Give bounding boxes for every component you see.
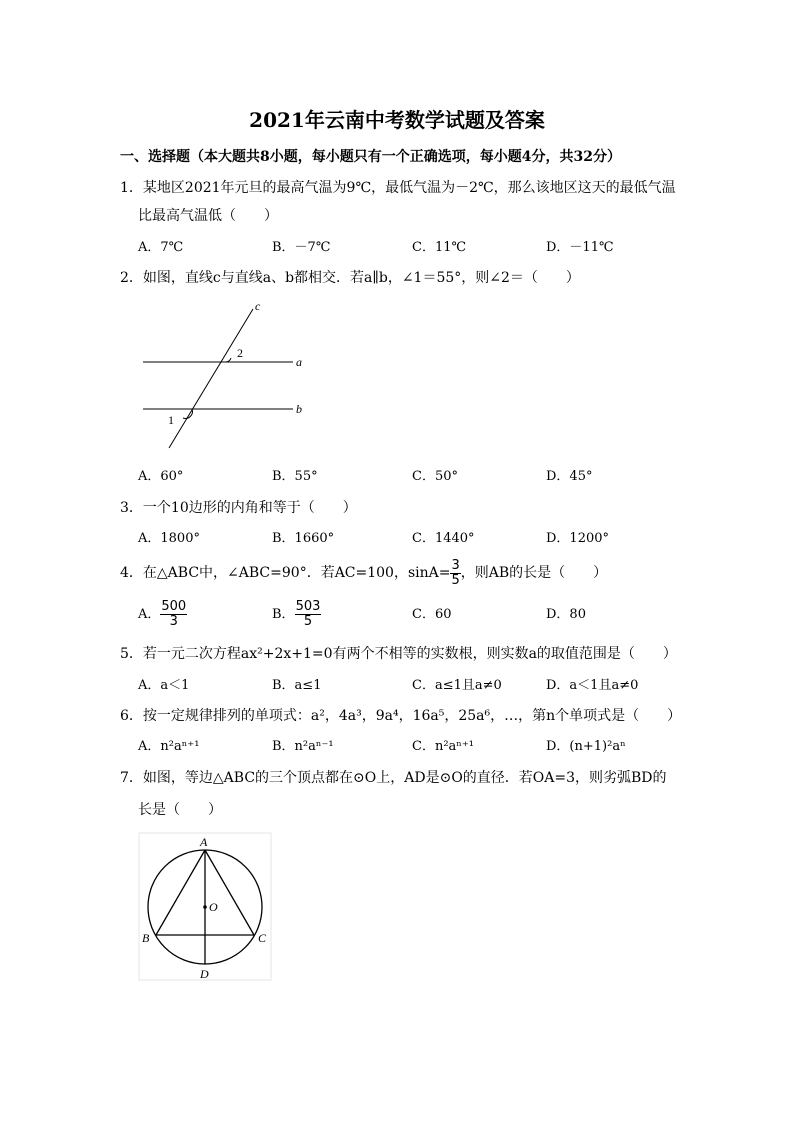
question-5-option-c: C．a≤1且a≠0 <box>412 678 502 693</box>
question-1-option-c: C．11℃ <box>412 240 467 255</box>
label-B: B <box>142 931 150 945</box>
label-D: D <box>200 967 209 981</box>
label-A: A <box>200 835 208 849</box>
sin-fraction <box>450 559 460 587</box>
line-c <box>169 309 253 448</box>
question-2-option-b: B．55° <box>272 469 318 484</box>
question-4-option-b <box>272 598 321 632</box>
option-b-numerator: 503 <box>295 599 321 615</box>
question-1-option-a: A．7℃ <box>138 240 184 255</box>
label-b: b <box>296 402 302 416</box>
section-heading: 一、选择题（本大题共8小题，每小题只有一个正确选项，每小题4分，共32分） <box>120 149 621 165</box>
angle-2-arc <box>226 358 231 362</box>
label-O: O <box>209 900 218 914</box>
question-4-option-a <box>138 598 187 632</box>
question-4-text-end: ，则AB的长是（ ） <box>460 565 608 581</box>
question-3-option-a: A．1800° <box>138 531 200 546</box>
question-5-option-b: B．a≤1 <box>272 678 322 693</box>
question-6-option-d: D．(n+1)²aⁿ <box>546 739 626 754</box>
option-b-denominator: 5 <box>303 614 313 629</box>
question-2-line-1: 2．如图，直线c与直线a、b都相交．若a∥b，∠1＝55°，则∠2＝（ ） <box>120 270 580 286</box>
question-7-figure <box>138 832 272 982</box>
question-6-line-1: 6．按一定规律排列的单项式：a²，4a³，9a⁴，16a⁵，25a⁶，…，第n个单项式是（ ） <box>120 708 682 724</box>
question-6-option-c: C．n²aⁿ⁺¹ <box>412 739 474 754</box>
option-a-numerator: 500 <box>161 599 187 615</box>
question-1-option-d: D．－11℃ <box>546 240 614 255</box>
label-angle-2: 2 <box>237 346 243 360</box>
question-4-text-start: 4．在△ABC中，∠ABC=90°．若AC=100，sinA= <box>120 565 451 581</box>
sin-fraction-numerator: 3 <box>451 557 460 573</box>
question-5-option-a: A．a＜1 <box>138 678 190 693</box>
question-6-option-b: B．n²aⁿ⁻¹ <box>272 739 334 754</box>
question-3-option-b: B．1660° <box>272 531 335 546</box>
question-2-option-d: D．45° <box>546 469 593 484</box>
question-2-figure <box>138 296 318 458</box>
question-2-option-a: A．60° <box>138 469 184 484</box>
center-point <box>203 905 207 909</box>
sin-fraction-denominator: 5 <box>451 572 460 588</box>
option-a-fraction <box>160 600 187 628</box>
side-ab <box>156 850 205 935</box>
option-a-denominator: 3 <box>169 614 178 629</box>
label-C: C <box>258 931 267 945</box>
question-7-line-1: 7．如图，等边△ABC的三个顶点都在⊙O上，AD是⊙O的直径．若OA=3，则劣弧BD的 <box>120 770 667 786</box>
question-4-option-a-label: A． <box>138 607 161 622</box>
label-c: c <box>255 299 261 313</box>
question-1-line-2: 比最高气温低（ ） <box>138 208 278 224</box>
question-1-line-1: 1．某地区2021年元旦的最高气温为9℃，最低气温为－2℃，那么该地区这天的最低气温 <box>120 180 676 196</box>
label-angle-1: 1 <box>168 413 174 427</box>
question-3-line-1: 3．一个10边形的内角和等于（ ） <box>120 500 357 516</box>
question-6-option-a: A．n²aⁿ⁺¹ <box>138 739 200 754</box>
question-2-option-c: C．50° <box>412 469 458 484</box>
option-b-fraction <box>295 600 322 628</box>
question-3-option-d: D．1200° <box>546 531 610 546</box>
page-title: 2021年云南中考数学试题及答案 <box>249 108 545 132</box>
question-4-option-c: C．60 <box>412 607 452 622</box>
question-5-line-1: 5．若一元二次方程ax²+2x+1=0有两个不相等的实数根，则实数a的取值范围是（ ） <box>120 646 677 662</box>
question-4-line-1 <box>120 558 607 588</box>
question-7-line-2: 长是（ ） <box>138 802 222 818</box>
question-4-option-d: D．80 <box>546 607 586 622</box>
side-ac <box>205 850 254 935</box>
question-4-option-b-label: B． <box>272 607 295 622</box>
question-3-option-c: C．1440° <box>412 531 475 546</box>
label-a: a <box>296 355 302 369</box>
question-1-option-b: B．－7℃ <box>272 240 331 255</box>
question-5-option-d: D．a＜1且a≠0 <box>546 678 639 693</box>
